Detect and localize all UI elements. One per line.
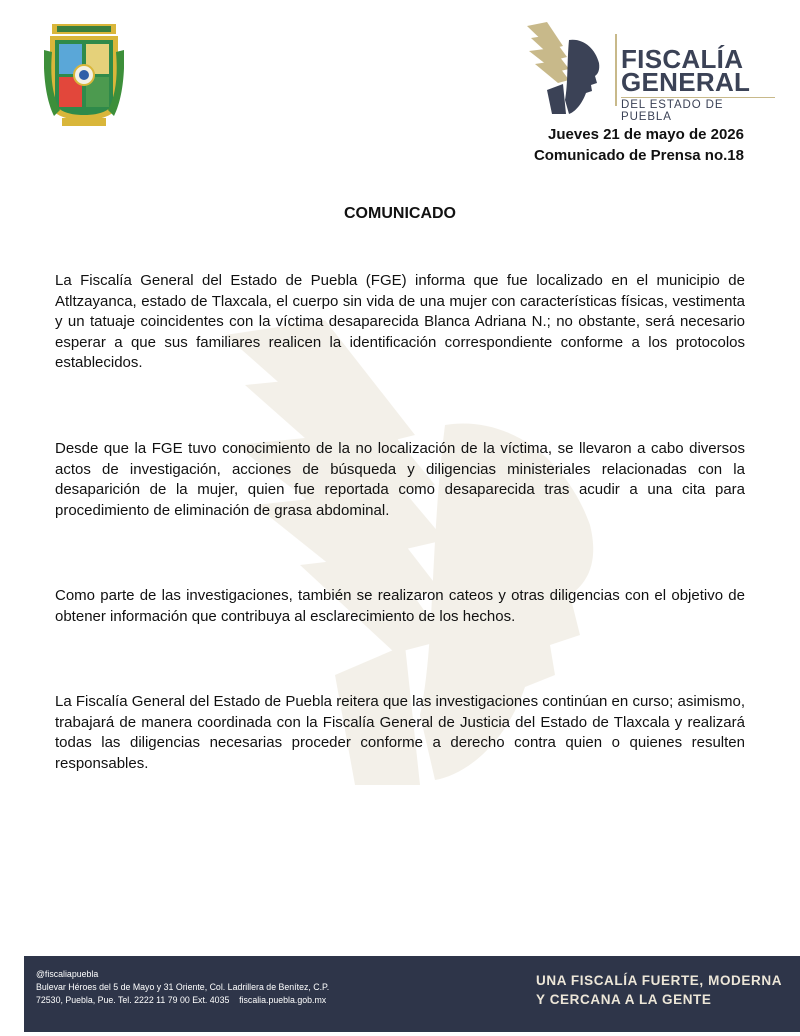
body-paragraph: Desde que la FGE tuvo conocimiento de la no localización de la víctima, se llevaron a cabo diversos actos de investigación, acciones de búsqueda y diligencias ministeriales relacionadas con la desaparición de la mujer, quien fue reportada como desaparecida tras acudir a una cita para procedimiento de eliminación de grasa abdominal.	[55, 440, 745, 519]
agency-name-line-1: FISCALÍA	[621, 44, 744, 74]
document-title: COMUNICADO	[344, 205, 456, 222]
footer-slogan	[536, 971, 782, 1009]
agency-name-line-2: GENERAL	[621, 67, 751, 97]
release-header	[534, 124, 744, 166]
logo-divider	[615, 34, 617, 106]
body-paragraph: La Fiscalía General del Estado de Puebla (FGE) informa que fue localizado en el municipio de Atltzayanca, estado de Tlaxcala, el cuerpo sin vida de una mujer con características físicas, vestimenta y un tatuaje coincidentes con la víctima desaparecida Blanca Adriana N.; no obstante, será necesario esperar a que sus familiares realicen la identificación correspondiente conforme a los protocolos establecidos.	[55, 272, 745, 371]
body-paragraph: Como parte de las investigaciones, también se realizaron cateos y otras diligencias con el objetivo de obtener información que contribuya al esclarecimiento de los hechos.	[55, 587, 745, 625]
footer-address-line-2: 72530, Puebla, Pue. Tel. 2222 11 79 00 Ext. 4035 fiscalia.puebla.gob.mx	[36, 995, 327, 1005]
agency-name-line-3: DEL ESTADO DE PUEBLA	[621, 97, 775, 123]
social-handle: @fiscaliapuebla	[36, 969, 99, 979]
footer-contact	[36, 968, 329, 1007]
slogan-line-2: Y CERCANA A LA GENTE	[536, 992, 712, 1007]
footer-bar	[24, 956, 800, 1032]
release-date: Jueves 21 de mayo de 2026	[548, 126, 744, 143]
warrior-head-profile-icon	[525, 20, 607, 115]
footer-address-line-1: Bulevar Héroes del 5 de Mayo y 31 Oriente, Col. Ladrillera de Benítez, C.P.	[36, 982, 330, 992]
state-coat-of-arms-icon	[44, 20, 124, 128]
agency-logo	[525, 20, 775, 123]
body-paragraph: La Fiscalía General del Estado de Puebla reitera que las investigaciones continúan en curso; asimismo, trabajará de manera coordinada con la Fiscalía General de Justicia del Estado de Tlaxcala y realizará todas las diligencias necesarias proceder conforme a derecho contra quien o quienes resulten responsables.	[55, 693, 745, 772]
release-number: Comunicado de Prensa no.18	[533, 147, 744, 164]
slogan-line-1: UNA FISCALÍA FUERTE, MODERNA	[536, 973, 783, 988]
